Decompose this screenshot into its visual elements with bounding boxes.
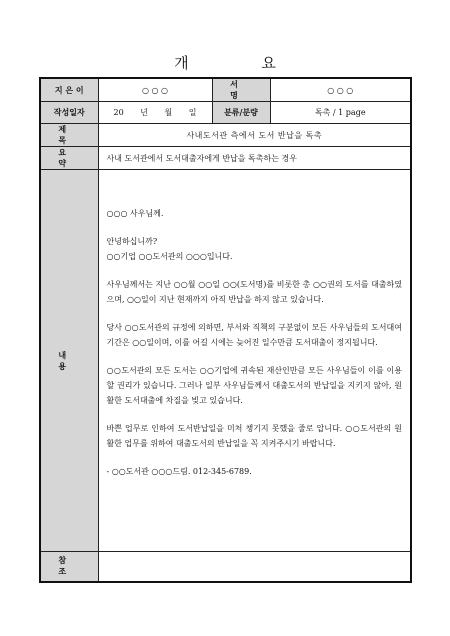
subject-label: 제 목 <box>40 124 98 147</box>
letter-greeting: ○○○ 사우님께. <box>106 209 164 218</box>
letter-paragraph-4: 바쁜 업무로 인하여 도서반납일을 미처 챙기지 못했을 줄로 압니다. ○○도서관의 원활한 업무를 위하여 대출도서의 반납일을 꼭 지켜주시기 바랍니다. <box>106 424 402 448</box>
signature-label: 서 명 <box>212 78 270 102</box>
author-label: 지 은 이 <box>40 78 98 102</box>
summary-value: 사내 도서관에서 도서대출자에게 반납을 독촉하는 경우 <box>98 147 411 170</box>
content-label: 내 용 <box>40 170 98 552</box>
category-label: 분류/분량 <box>212 102 270 124</box>
letter-intro: ○○기업 ○○도서관의 ○○○입니다. <box>106 252 233 261</box>
reference-label: 참 조 <box>40 552 98 582</box>
date-label: 작성일자 <box>40 102 98 124</box>
letter-paragraph-3: ○○도서관의 모든 도서는 ○○기업에 귀속된 재산인만큼 모든 사우님들이 이를 이용할 권리가 있습니다. 그러나 일부 사우님들께서 대출도서의 반납일을 지키지 않아, 원활한 도서대출에 차질을 빚고 있습니다. <box>106 366 402 405</box>
summary-form <box>39 77 412 583</box>
date-value: 20 년 월 일 <box>98 102 212 124</box>
content-body <box>98 170 411 552</box>
letter-hello: 안녕하십니까? <box>106 237 158 246</box>
signature-value: ○ ○ ○ <box>270 78 411 102</box>
letter-paragraph-2: 당사 ○○도서관의 규정에 의하면, 부서와 직책의 구분없이 모든 사우님들의 도서대여 기간은 ○○일이며, 이를 어길 시에는 늦어진 일수만큼 도서대출이 정지됩니다. <box>106 323 402 347</box>
letter-opening <box>107 234 403 264</box>
reference-value <box>98 552 411 582</box>
subject-value: 사내도서관 측에서 도서 반납을 독촉 <box>98 124 411 147</box>
author-value: ○ ○ ○ <box>98 78 212 102</box>
category-value: 독촉 / 1 page <box>270 102 411 124</box>
letter-signoff: - ○○도서관 ○○○드림. 012-345-6789. <box>106 467 252 476</box>
page-title: 개 요 <box>174 54 310 72</box>
summary-label: 요 약 <box>40 147 98 170</box>
letter-paragraph-1: 사우님께서는 지난 ○○월 ○○일 ○○(도서명)를 비롯한 총 ○○권의 도서를 대출하였으며, ○○일이 지난 현재까지 아직 반납을 하지 않고 있습니다. <box>106 280 402 304</box>
